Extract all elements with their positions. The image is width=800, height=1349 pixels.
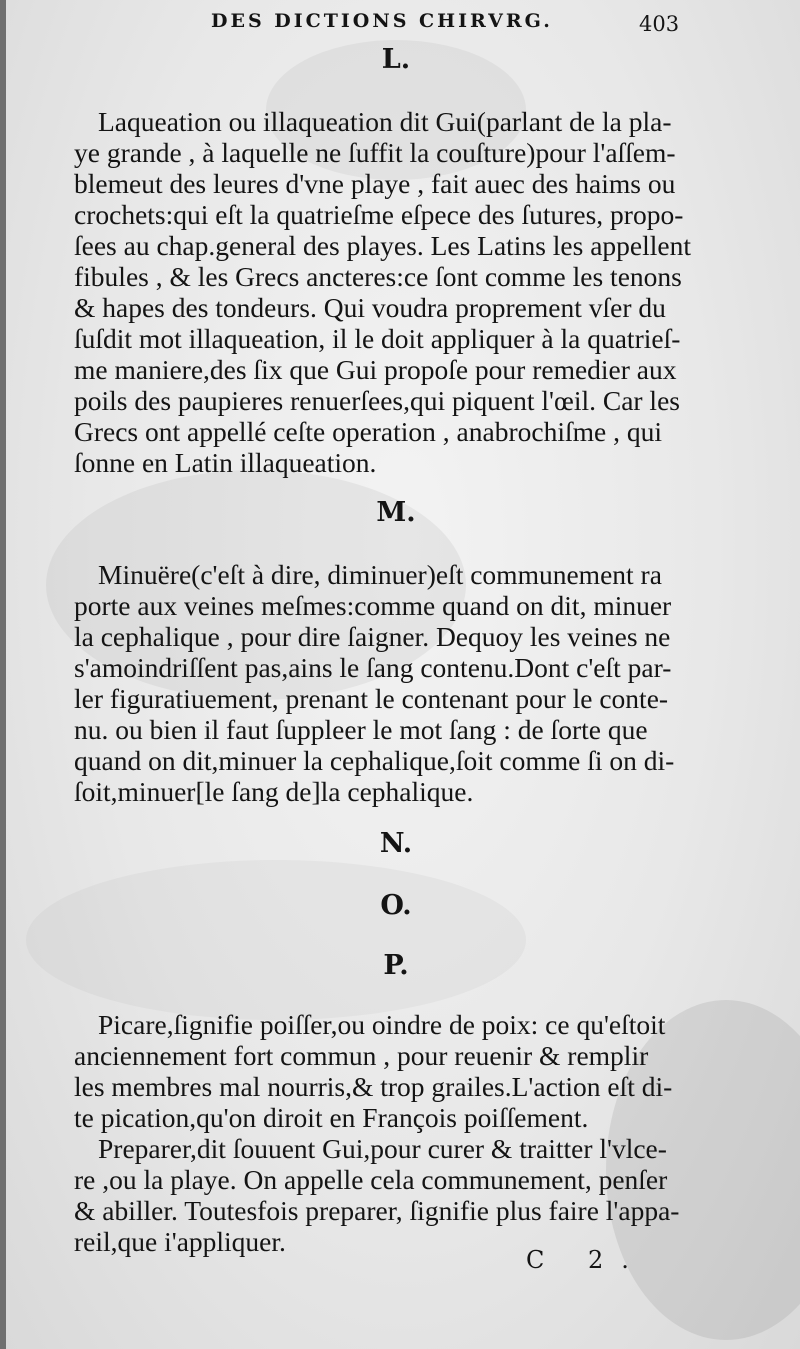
book-page (6, 0, 800, 1349)
text-line: ye grande , à laquelle ne ſuffit la couſture)pour l'aſſem- (74, 137, 676, 168)
text-line: ſoit,minuer[le ſang de]la cephalique. (74, 776, 474, 807)
text-line: ſonne en Latin illaqueation. (74, 447, 377, 478)
text-line: re ,ou la playe. On appelle cela communement, penſer (74, 1164, 668, 1195)
text-line: Minuëre(c'eſt à dire, diminuer)eſt communement ra (98, 559, 662, 590)
section-letter-n: N. (379, 828, 413, 859)
text-line: ſees au chap.general des playes. Les Latins les appellent (74, 230, 691, 261)
section-letter-p: P. (383, 950, 409, 981)
text-line: porte aux veines meſmes:comme quand on dit, minuer (74, 590, 672, 621)
page-number: 403 (639, 12, 680, 36)
text-line: quand on dit,minuer la cephalique,ſoit comme ſi on di- (74, 745, 675, 776)
text-line: crochets:qui eſt la quatrieſme eſpece des ſutures, propo- (74, 199, 684, 230)
text-line: Grecs ont appellé ceſte operation , anabrochiſme , qui (74, 416, 662, 447)
text-line: nu. ou bien il faut ſuppleer le mot ſang : de ſorte que (74, 714, 648, 745)
text-line: s'amoindriſſent pas,ains le ſang contenu.Dont c'eſt par- (74, 652, 672, 683)
text-line: poils des paupieres renuerſees,qui piquent l'œil. Car les (74, 385, 680, 416)
text-line: Picare,ſignifie poiſſer,ou oindre de poix: ce qu'eſtoit (98, 1009, 666, 1040)
text-line: blemeut des leures d'vne playe , fait auec des haims ou (74, 168, 676, 199)
section-letter-m: M. (376, 497, 416, 528)
text-line: ler figuratiuement, prenant le contenant pour le conte- (74, 683, 669, 714)
text-line: & abiller. Toutesfois preparer, ſignifie plus faire l'appa- (74, 1195, 680, 1226)
section-letter-o: O. (380, 890, 412, 921)
running-title: DES DICTIONS CHIRVRG. (211, 10, 553, 32)
text-line: & hapes des tondeurs. Qui voudra proprement vſer du (74, 292, 666, 323)
text-line: les membres mal nourris,& trop grailes.L'action eſt di- (74, 1071, 673, 1102)
text-line: me maniere,des ſix que Gui propoſe pour remedier aux (74, 354, 677, 385)
water-stain (26, 860, 526, 1020)
text-line: reil,que i'appliquer. (74, 1226, 286, 1257)
text-line: te pication,qu'on diroit en François poiſſement. (74, 1102, 589, 1133)
text-line: Laqueation ou illaqueation dit Gui(parlant de la pla- (98, 106, 672, 137)
text-line: Preparer,dit ſouuent Gui,pour curer & traitter l'vlce- (98, 1133, 667, 1164)
section-letter-l: L. (381, 44, 411, 75)
text-line: la cephalique , pour dire ſaigner. Dequoy les veines ne (74, 621, 671, 652)
text-line: fibules , & les Grecs ancteres:ce ſont comme les tenons (74, 261, 682, 292)
text-line: anciennement fort commun , pour reuenir & remplir (74, 1040, 649, 1071)
signature-mark: C 2. (526, 1246, 647, 1274)
text-line: ſuſdit mot illaqueation, il le doit appliquer à la quatrieſ- (74, 323, 681, 354)
